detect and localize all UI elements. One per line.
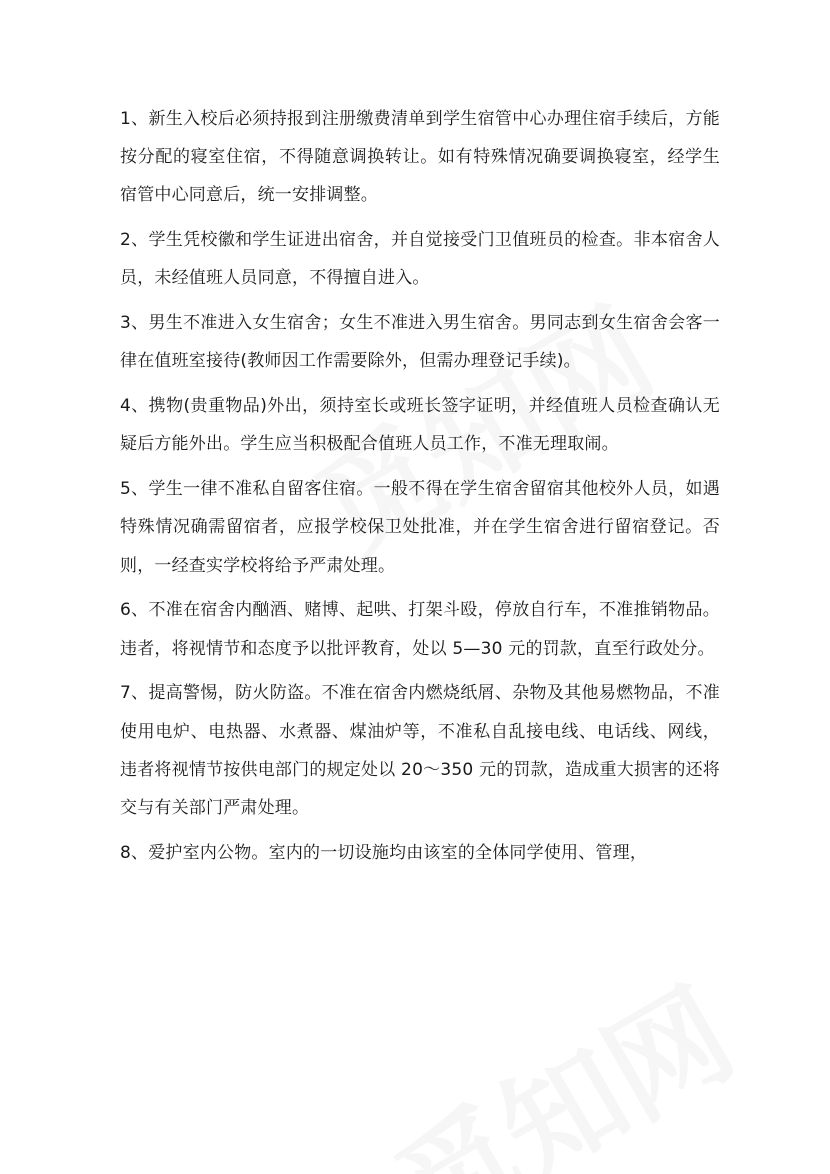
paragraph-6: 6、不准在宿舍内酗酒、赌博、起哄、打架斗殴，停放自行车，不准推销物品。违者，将视情节和态度予以批评教育，处以 5—30 元的罚款，直至行政处分。 bbox=[120, 600, 720, 659]
paragraph-8: 8、爱护室内公物。室内的一切设施均由该室的全体同学使用、管理， bbox=[120, 842, 648, 863]
paragraph-1: 1、新生入校后必须持报到注册缴费清单到学生宿管中心办理住宿手续后，方能按分配的寝室住宿，不得随意调换转让。如有特殊情况确要调换寝室，经学生宿管中心同意后，统一安排调整。 bbox=[120, 109, 720, 206]
watermark bbox=[361, 942, 759, 1174]
document-body bbox=[120, 100, 720, 879]
paragraph-7: 7、提高警惕，防火防盗。不准在宿舍内燃烧纸屑、杂物及其他易燃物品，不准使用电炉、电热器、水煮器、煤油炉等，不准私自乱接电线、电话线、网线，违者将视情节按供电部门的规定处以 20～350 元的罚款，造成重大损害的还将交与有关部门严肃处理。 bbox=[120, 683, 720, 819]
paragraph-3: 3、男生不准进入女生宿舍；女生不准进入男生宿舍。男同志到女生宿舍会客一律在值班室接待(教师因工作需要除外，但需办理登记手续)。 bbox=[120, 313, 720, 372]
paragraph-5: 5、学生一律不准私自留客住宿。一般不得在学生宿舍留宿其他校外人员，如遇特殊情况确需留宿者，应报学校保卫处批准，并在学生宿舍进行留宿登记。否则，一经查实学校将给予严肃处理。 bbox=[120, 479, 720, 576]
paragraph-4: 4、携物(贵重物品)外出，须持室长或班长签字证明，并经值班人员检查确认无疑后方能外出。学生应当积极配合值班人员工作，不准无理取闹。 bbox=[120, 396, 720, 455]
paragraph-2: 2、学生凭校徽和学生证进出宿舍，并自觉接受门卫值班员的检查。非本宿舍人员，未经值班人员同意，不得擅自进入。 bbox=[120, 230, 720, 289]
